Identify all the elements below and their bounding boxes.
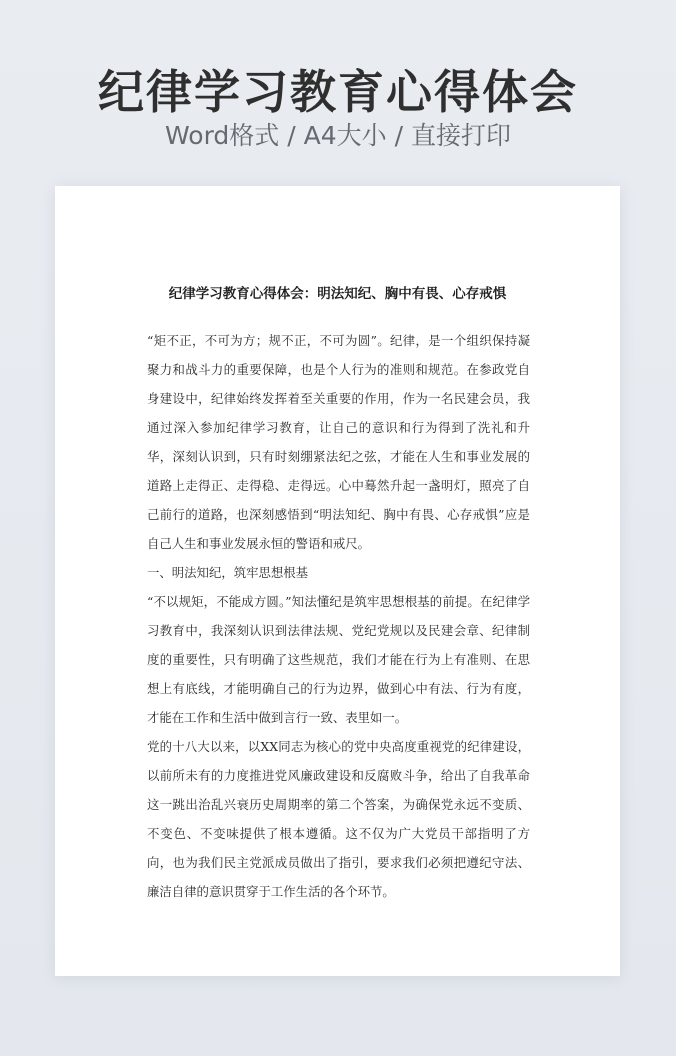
document-paragraph: “不以规矩，不能成方圆。”知法懂纪是筑牢思想根基的前提。在纪律学习教育中，我深刻认识到法律法规、党纪党规以及民建会章、纪律制度的重要性，只有明确了这些规范，我们才能在行为上有准则、在思想上有底线，才能明确自己的行为边界，做到心中有法、行为有度，才能在工作和生活中做到言行一致、表里如一。 — [147, 594, 530, 725]
banner-title: 纪律学习教育心得体会 — [98, 65, 578, 119]
section-heading: 一、明法知纪，筑牢思想根基 — [147, 565, 309, 580]
document-paragraph: 党的十八大以来，以XX同志为核心的党中央高度重视党的纪律建设，以前所未有的力度推进党风廉政建设和反腐败斗争，给出了自我革命这一跳出治乱兴衰历史周期率的第二个答案，为确保党永远不变质、不变色、不变味提供了根本遵循。这不仅为广大党员干部指明了方向，也为我们民主党派成员做出了指引，要求我们必须把遵纪守法、廉洁自律的意识贯穿于工作生活的各个环节。 — [147, 739, 530, 899]
banner-subtitle: Word格式 / A4大小 / 直接打印 — [165, 121, 511, 150]
document-title: 纪律学习教育心得体会：明法知纪、胸中有畏、心存戒惧 — [168, 286, 507, 302]
document-paragraph: “矩不正，不可为方；规不正，不可为圆”。纪律，是一个组织保持凝聚力和战斗力的重要保障，也是个人行为的准则和规范。在参政党自身建设中，纪律始终发挥着至关重要的作用，作为一名民建会员，我通过深入参加纪律学习教育，让自己的意识和行为得到了洗礼和升华，深刻认识到，只有时刻绷紧法纪之弦，才能在人生和事业发展的道路上走得正、走得稳、走得远。心中蓦然升起一盏明灯，照亮了自己前行的道路，也深刻感悟到“明法知纪、胸中有畏、心存戒惧”应是自己人生和事业发展永恒的警语和戒尺。 — [147, 333, 530, 551]
document-page — [55, 186, 620, 976]
document-body — [147, 326, 530, 906]
